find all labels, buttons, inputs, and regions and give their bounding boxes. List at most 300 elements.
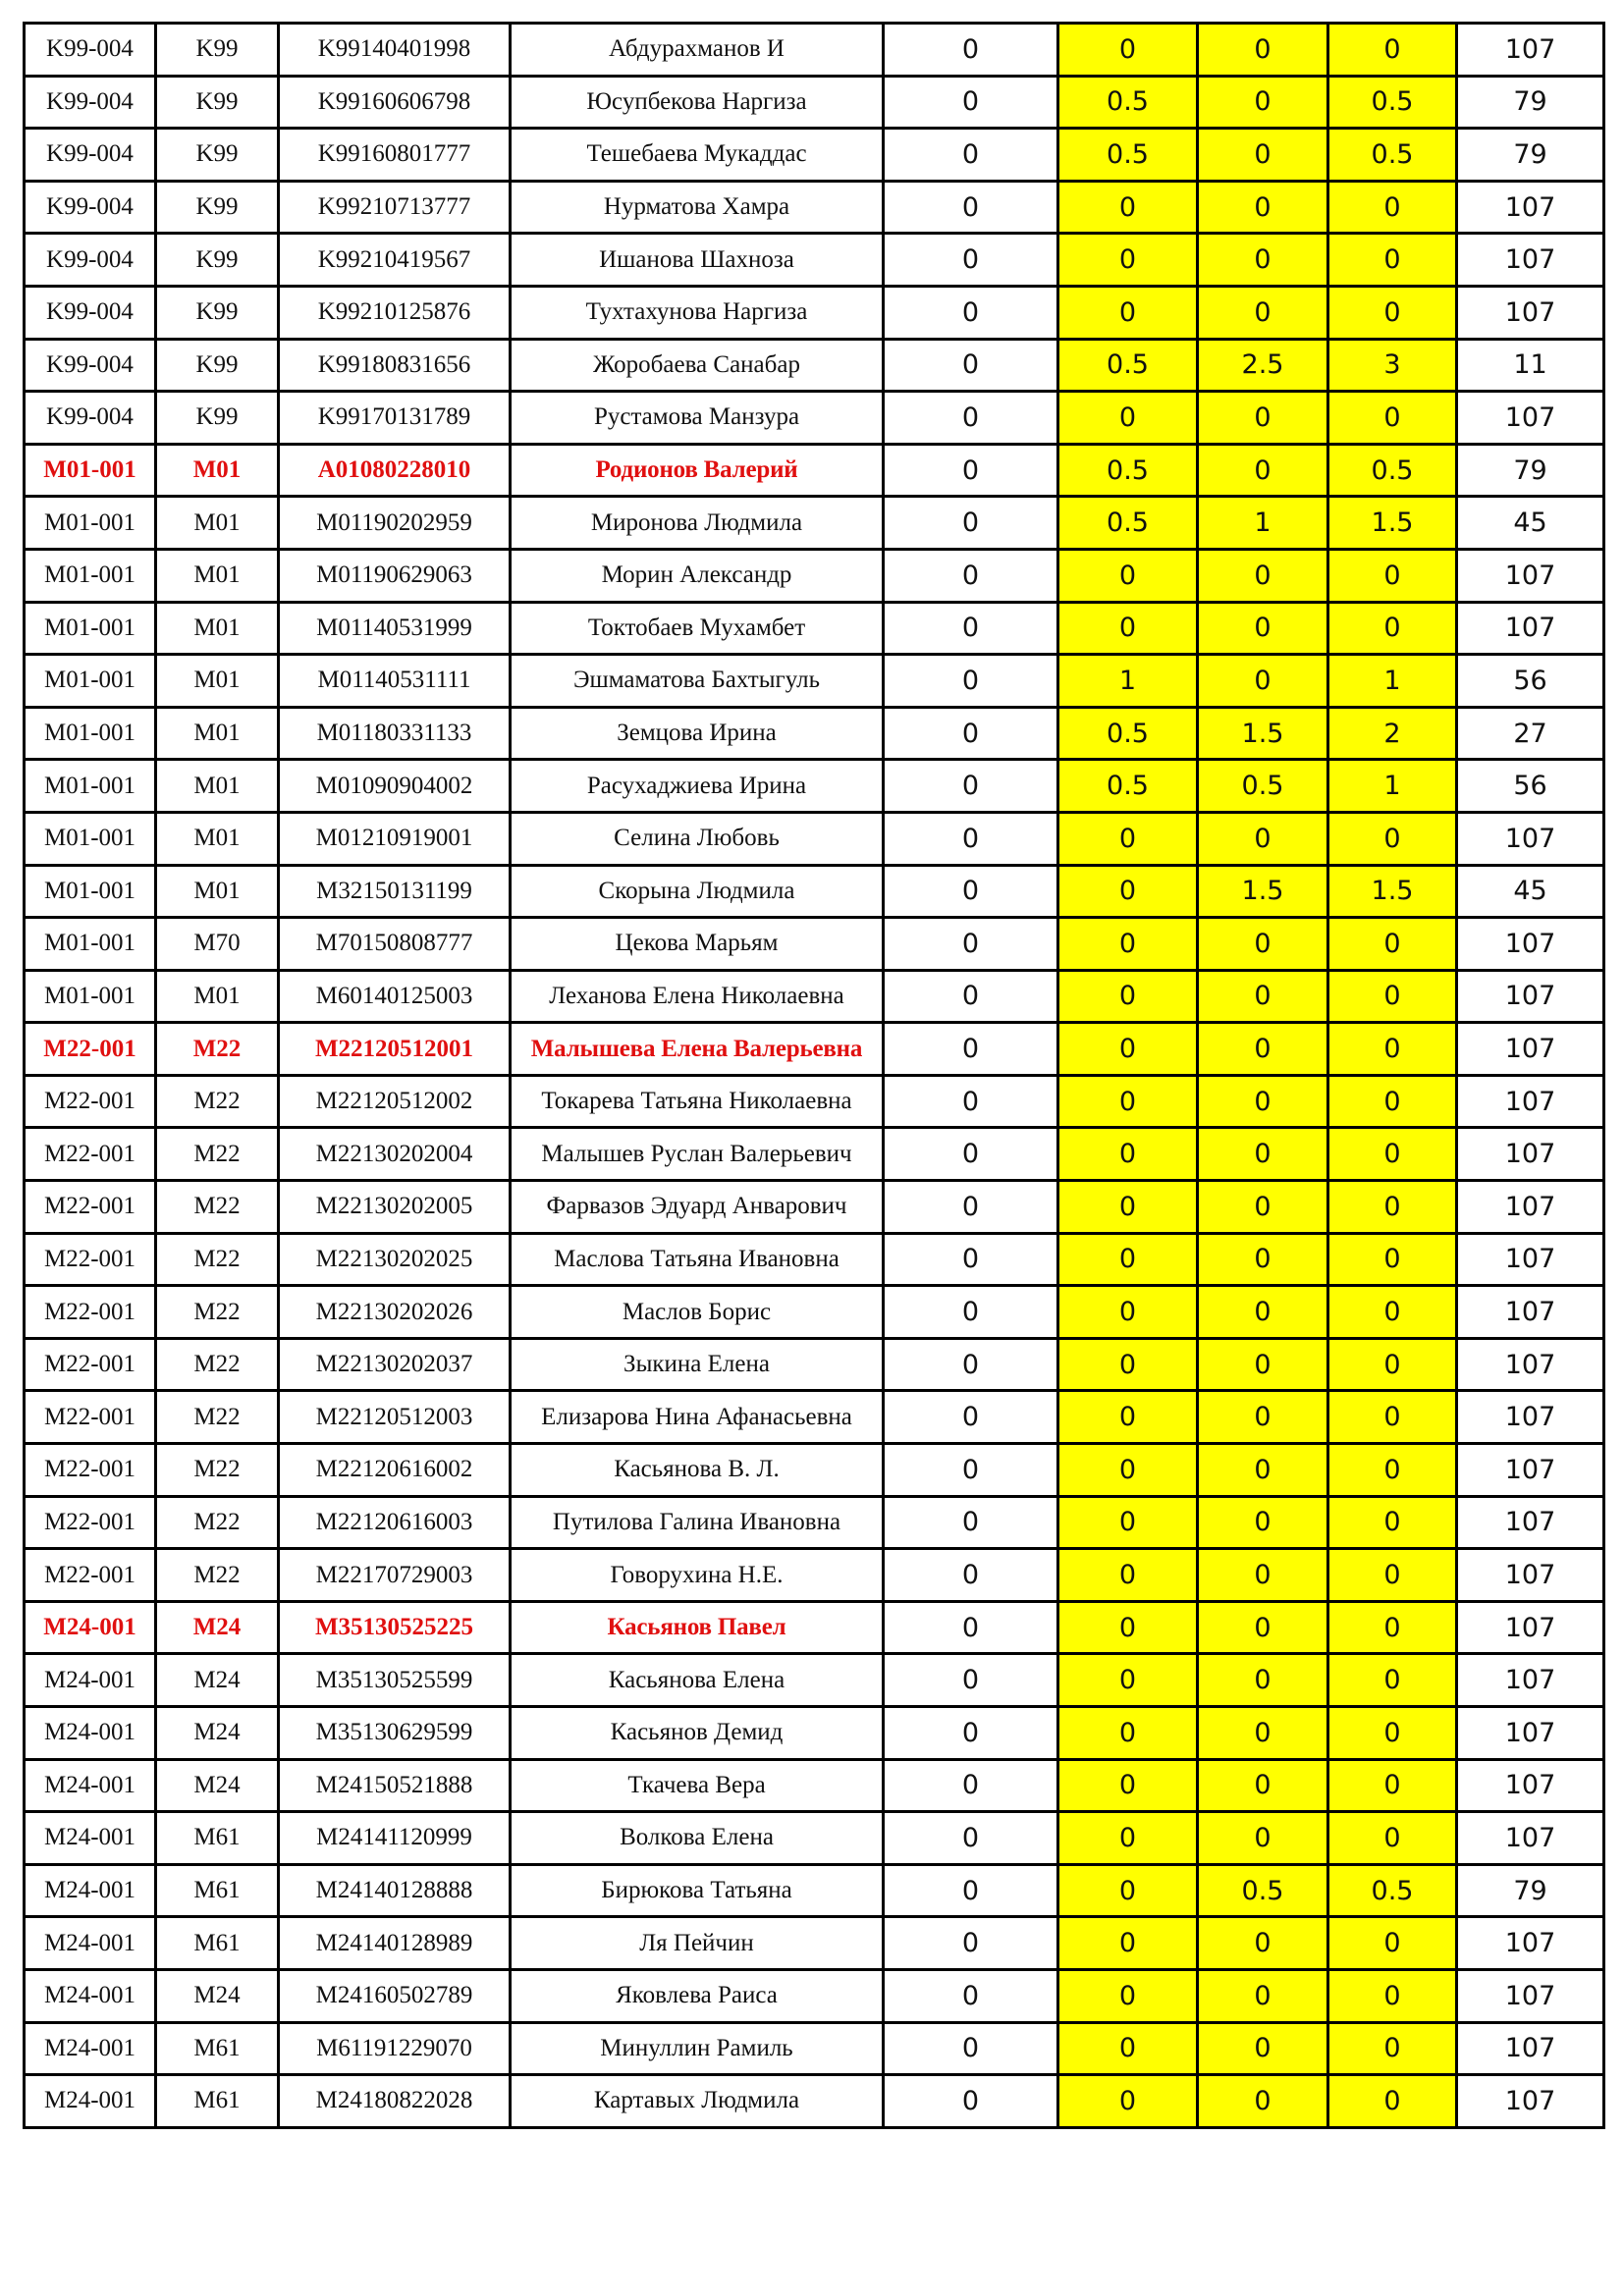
cell-group: M01 xyxy=(156,812,279,865)
cell-id: M24160502789 xyxy=(279,1969,511,2022)
cell-score-total: 0 xyxy=(1328,1075,1457,1128)
cell-code: M22-001 xyxy=(25,1496,156,1549)
cell-rank: 107 xyxy=(1457,970,1604,1023)
cell-rank: 107 xyxy=(1457,234,1604,287)
cell-score-total: 0 xyxy=(1328,1444,1457,1497)
table-row xyxy=(25,497,1604,550)
cell-id: K99180831656 xyxy=(279,339,511,392)
cell-group: M22 xyxy=(156,1286,279,1339)
cell-score-3: 0 xyxy=(1198,1917,1328,1970)
cell-score-3: 0 xyxy=(1198,1391,1328,1444)
cell-group: M22 xyxy=(156,1181,279,1234)
cell-score-3: 0 xyxy=(1198,812,1328,865)
cell-id: K99160801777 xyxy=(279,129,511,182)
cell-group: M22 xyxy=(156,1338,279,1391)
cell-rank: 107 xyxy=(1457,1338,1604,1391)
cell-score-2: 0 xyxy=(1058,1969,1198,2022)
cell-score-2: 0.5 xyxy=(1058,76,1198,129)
cell-id: M01140531999 xyxy=(279,602,511,655)
table-row xyxy=(25,1549,1604,1602)
cell-score-3: 0 xyxy=(1198,655,1328,708)
cell-code: M24-001 xyxy=(25,1917,156,1970)
cell-rank: 107 xyxy=(1457,24,1604,77)
cell-score-3: 0 xyxy=(1198,234,1328,287)
cell-score-3: 1 xyxy=(1198,497,1328,550)
cell-code: M24-001 xyxy=(25,1601,156,1654)
cell-code: K99-004 xyxy=(25,392,156,445)
cell-score-total: 2 xyxy=(1328,707,1457,760)
cell-score-total: 0 xyxy=(1328,181,1457,234)
cell-score-1: 0 xyxy=(884,2075,1058,2128)
cell-id: K99140401998 xyxy=(279,24,511,77)
cell-score-1: 0 xyxy=(884,1233,1058,1286)
table-row xyxy=(25,1496,1604,1549)
cell-score-2: 0.5 xyxy=(1058,707,1198,760)
cell-score-total: 0 xyxy=(1328,1917,1457,1970)
cell-code: M22-001 xyxy=(25,1444,156,1497)
cell-score-2: 0.5 xyxy=(1058,497,1198,550)
cell-id: M24140128989 xyxy=(279,1917,511,1970)
cell-rank: 107 xyxy=(1457,1969,1604,2022)
cell-name: Малышева Елена Валерьевна xyxy=(511,1023,884,1076)
cell-score-3: 0 xyxy=(1198,1969,1328,2022)
cell-score-2: 0.5 xyxy=(1058,129,1198,182)
cell-rank: 79 xyxy=(1457,129,1604,182)
cell-name: Морин Александр xyxy=(511,549,884,602)
cell-name: Маслов Борис xyxy=(511,1286,884,1339)
cell-score-2: 0 xyxy=(1058,1917,1198,1970)
cell-code: M01-001 xyxy=(25,918,156,971)
cell-score-total: 0.5 xyxy=(1328,444,1457,497)
cell-score-2: 0 xyxy=(1058,392,1198,445)
cell-score-total: 0 xyxy=(1328,1812,1457,1865)
cell-code: M22-001 xyxy=(25,1549,156,1602)
cell-name: Токарева Татьяна Николаевна xyxy=(511,1075,884,1128)
cell-score-3: 0 xyxy=(1198,1286,1328,1339)
cell-id: M24150521888 xyxy=(279,1759,511,1812)
cell-score-3: 0 xyxy=(1198,1444,1328,1497)
cell-id: M24180822028 xyxy=(279,2075,511,2128)
cell-rank: 79 xyxy=(1457,444,1604,497)
cell-group: M22 xyxy=(156,1075,279,1128)
cell-score-2: 0 xyxy=(1058,1759,1198,1812)
cell-id: M32150131199 xyxy=(279,865,511,918)
cell-score-2: 0 xyxy=(1058,1023,1198,1076)
cell-score-2: 0 xyxy=(1058,812,1198,865)
cell-group: M01 xyxy=(156,760,279,813)
cell-score-1: 0 xyxy=(884,865,1058,918)
cell-code: K99-004 xyxy=(25,286,156,339)
cell-name: Рустамова Манзура xyxy=(511,392,884,445)
cell-group: M01 xyxy=(156,707,279,760)
cell-score-2: 0 xyxy=(1058,1233,1198,1286)
cell-score-2: 0 xyxy=(1058,2075,1198,2128)
cell-score-total: 0 xyxy=(1328,1023,1457,1076)
cell-group: M01 xyxy=(156,602,279,655)
cell-score-1: 0 xyxy=(884,549,1058,602)
cell-name: Тешебаева Мукаддас xyxy=(511,129,884,182)
cell-name: Касьянова В. Л. xyxy=(511,1444,884,1497)
table-row xyxy=(25,812,1604,865)
cell-name: Елизарова Нина Афанасьевна xyxy=(511,1391,884,1444)
cell-code: M24-001 xyxy=(25,2075,156,2128)
cell-rank: 107 xyxy=(1457,812,1604,865)
cell-score-3: 0 xyxy=(1198,1601,1328,1654)
cell-score-3: 0 xyxy=(1198,24,1328,77)
cell-rank: 107 xyxy=(1457,549,1604,602)
cell-group: K99 xyxy=(156,76,279,129)
cell-score-1: 0 xyxy=(884,339,1058,392)
cell-score-2: 0 xyxy=(1058,1812,1198,1865)
cell-score-1: 0 xyxy=(884,1338,1058,1391)
cell-score-3: 0 xyxy=(1198,1759,1328,1812)
cell-name: Тухтахунова Наргиза xyxy=(511,286,884,339)
cell-score-total: 0.5 xyxy=(1328,129,1457,182)
cell-code: M01-001 xyxy=(25,497,156,550)
cell-score-1: 0 xyxy=(884,1286,1058,1339)
cell-id: M22120512003 xyxy=(279,1391,511,1444)
cell-code: M22-001 xyxy=(25,1128,156,1181)
cell-id: K99170131789 xyxy=(279,392,511,445)
cell-name: Волкова Елена xyxy=(511,1812,884,1865)
cell-group: M22 xyxy=(156,1233,279,1286)
cell-code: K99-004 xyxy=(25,234,156,287)
cell-id: K99160606798 xyxy=(279,76,511,129)
cell-code: M24-001 xyxy=(25,1969,156,2022)
cell-score-total: 0 xyxy=(1328,918,1457,971)
cell-name: Земцова Ирина xyxy=(511,707,884,760)
cell-id: M60140125003 xyxy=(279,970,511,1023)
table-row xyxy=(25,602,1604,655)
table-row xyxy=(25,970,1604,1023)
cell-score-2: 0 xyxy=(1058,2022,1198,2075)
cell-id: M22130202026 xyxy=(279,1286,511,1339)
cell-score-3: 0.5 xyxy=(1198,760,1328,813)
cell-name: Ишанова Шахноза xyxy=(511,234,884,287)
cell-id: M61191229070 xyxy=(279,2022,511,2075)
cell-group: K99 xyxy=(156,392,279,445)
table-row xyxy=(25,1444,1604,1497)
results-table xyxy=(23,22,1605,2129)
cell-code: M01-001 xyxy=(25,865,156,918)
cell-score-1: 0 xyxy=(884,1128,1058,1181)
cell-score-1: 0 xyxy=(884,1181,1058,1234)
cell-id: M24140128888 xyxy=(279,1864,511,1917)
cell-score-total: 1.5 xyxy=(1328,865,1457,918)
cell-score-3: 0 xyxy=(1198,392,1328,445)
cell-score-1: 0 xyxy=(884,1759,1058,1812)
table-row xyxy=(25,339,1604,392)
cell-score-1: 0 xyxy=(884,918,1058,971)
cell-name: Касьянова Елена xyxy=(511,1654,884,1707)
table-row xyxy=(25,1601,1604,1654)
cell-rank: 107 xyxy=(1457,1286,1604,1339)
cell-group: K99 xyxy=(156,181,279,234)
cell-score-3: 0 xyxy=(1198,181,1328,234)
cell-score-total: 0 xyxy=(1328,1707,1457,1760)
cell-name: Касьянов Демид xyxy=(511,1707,884,1760)
table-row xyxy=(25,1654,1604,1707)
table-row xyxy=(25,1707,1604,1760)
cell-group: M22 xyxy=(156,1549,279,1602)
cell-rank: 27 xyxy=(1457,707,1604,760)
cell-score-2: 0 xyxy=(1058,181,1198,234)
cell-rank: 107 xyxy=(1457,1075,1604,1128)
cell-name: Касьянов Павел xyxy=(511,1601,884,1654)
cell-score-2: 0 xyxy=(1058,1549,1198,1602)
cell-code: M01-001 xyxy=(25,970,156,1023)
cell-score-1: 0 xyxy=(884,1654,1058,1707)
cell-name: Ля Пейчин xyxy=(511,1917,884,1970)
cell-id: A01080228010 xyxy=(279,444,511,497)
table-row xyxy=(25,392,1604,445)
cell-id: M22130202004 xyxy=(279,1128,511,1181)
cell-group: M22 xyxy=(156,1496,279,1549)
cell-rank: 107 xyxy=(1457,181,1604,234)
cell-score-1: 0 xyxy=(884,1812,1058,1865)
cell-score-total: 0 xyxy=(1328,1233,1457,1286)
cell-code: M24-001 xyxy=(25,1707,156,1760)
cell-score-2: 0 xyxy=(1058,1338,1198,1391)
cell-score-3: 0 xyxy=(1198,1181,1328,1234)
cell-score-2: 0 xyxy=(1058,1181,1198,1234)
cell-code: K99-004 xyxy=(25,76,156,129)
cell-code: M22-001 xyxy=(25,1286,156,1339)
cell-score-3: 0 xyxy=(1198,1128,1328,1181)
cell-score-3: 0 xyxy=(1198,2075,1328,2128)
table-row xyxy=(25,286,1604,339)
cell-score-3: 0 xyxy=(1198,444,1328,497)
cell-code: M01-001 xyxy=(25,655,156,708)
cell-score-1: 0 xyxy=(884,707,1058,760)
cell-name: Скорына Людмила xyxy=(511,865,884,918)
cell-score-3: 0 xyxy=(1198,76,1328,129)
cell-group: M24 xyxy=(156,1654,279,1707)
cell-score-2: 0 xyxy=(1058,549,1198,602)
cell-score-3: 0 xyxy=(1198,1338,1328,1391)
cell-group: M24 xyxy=(156,1707,279,1760)
cell-name: Леханова Елена Николаевна xyxy=(511,970,884,1023)
cell-group: M70 xyxy=(156,918,279,971)
cell-rank: 107 xyxy=(1457,1023,1604,1076)
cell-code: M24-001 xyxy=(25,2022,156,2075)
cell-group: M01 xyxy=(156,497,279,550)
cell-name: Юсупбекова Наргиза xyxy=(511,76,884,129)
cell-group: M61 xyxy=(156,1864,279,1917)
cell-score-3: 0 xyxy=(1198,1812,1328,1865)
cell-code: M01-001 xyxy=(25,444,156,497)
cell-score-1: 0 xyxy=(884,1023,1058,1076)
cell-rank: 107 xyxy=(1457,1496,1604,1549)
table-row xyxy=(25,76,1604,129)
cell-code: K99-004 xyxy=(25,24,156,77)
table-row xyxy=(25,1812,1604,1865)
cell-rank: 79 xyxy=(1457,76,1604,129)
cell-rank: 45 xyxy=(1457,497,1604,550)
table-row xyxy=(25,181,1604,234)
cell-group: M01 xyxy=(156,444,279,497)
table-row xyxy=(25,549,1604,602)
cell-id: M35130629599 xyxy=(279,1707,511,1760)
cell-score-3: 0.5 xyxy=(1198,1864,1328,1917)
cell-score-3: 0 xyxy=(1198,549,1328,602)
table-row xyxy=(25,1023,1604,1076)
table-row xyxy=(25,918,1604,971)
cell-score-1: 0 xyxy=(884,1917,1058,1970)
cell-score-total: 0 xyxy=(1328,24,1457,77)
cell-score-3: 0 xyxy=(1198,1075,1328,1128)
cell-code: M01-001 xyxy=(25,602,156,655)
cell-name: Родионов Валерий xyxy=(511,444,884,497)
table-row xyxy=(25,1969,1604,2022)
cell-score-3: 0 xyxy=(1198,1549,1328,1602)
cell-code: K99-004 xyxy=(25,339,156,392)
cell-id: M70150808777 xyxy=(279,918,511,971)
table-row xyxy=(25,1286,1604,1339)
cell-score-total: 0 xyxy=(1328,1759,1457,1812)
cell-id: M22120512001 xyxy=(279,1023,511,1076)
cell-name: Цекова Марьям xyxy=(511,918,884,971)
cell-group: M01 xyxy=(156,865,279,918)
cell-code: M01-001 xyxy=(25,707,156,760)
cell-id: M35130525599 xyxy=(279,1654,511,1707)
cell-name: Ткачева Вера xyxy=(511,1759,884,1812)
cell-name: Нурматова Хамра xyxy=(511,181,884,234)
cell-score-total: 0 xyxy=(1328,1391,1457,1444)
cell-score-2: 0 xyxy=(1058,1496,1198,1549)
cell-id: M35130525225 xyxy=(279,1601,511,1654)
table-row xyxy=(25,1075,1604,1128)
cell-score-2: 0 xyxy=(1058,234,1198,287)
cell-name: Бирюкова Татьяна xyxy=(511,1864,884,1917)
cell-rank: 79 xyxy=(1457,1864,1604,1917)
cell-score-2: 0 xyxy=(1058,286,1198,339)
cell-score-2: 0 xyxy=(1058,1444,1198,1497)
cell-score-1: 0 xyxy=(884,1601,1058,1654)
cell-group: M61 xyxy=(156,1812,279,1865)
cell-score-1: 0 xyxy=(884,1075,1058,1128)
cell-score-1: 0 xyxy=(884,444,1058,497)
table-row xyxy=(25,707,1604,760)
cell-rank: 107 xyxy=(1457,1444,1604,1497)
cell-score-1: 0 xyxy=(884,129,1058,182)
cell-score-2: 0 xyxy=(1058,918,1198,971)
cell-score-1: 0 xyxy=(884,812,1058,865)
cell-id: M22120616003 xyxy=(279,1496,511,1549)
cell-score-1: 0 xyxy=(884,760,1058,813)
cell-score-total: 0 xyxy=(1328,234,1457,287)
cell-rank: 107 xyxy=(1457,1707,1604,1760)
cell-rank: 107 xyxy=(1457,392,1604,445)
cell-rank: 107 xyxy=(1457,1549,1604,1602)
cell-score-3: 0 xyxy=(1198,286,1328,339)
cell-score-2: 0 xyxy=(1058,1707,1198,1760)
cell-group: M61 xyxy=(156,1917,279,1970)
cell-name: Фарвазов Эдуард Анварович xyxy=(511,1181,884,1234)
cell-code: M24-001 xyxy=(25,1864,156,1917)
table-row xyxy=(25,1233,1604,1286)
cell-score-1: 0 xyxy=(884,1707,1058,1760)
cell-score-total: 0 xyxy=(1328,1601,1457,1654)
cell-score-total: 1 xyxy=(1328,760,1457,813)
cell-score-1: 0 xyxy=(884,234,1058,287)
table-row xyxy=(25,2022,1604,2075)
table-row xyxy=(25,1128,1604,1181)
cell-score-2: 0 xyxy=(1058,1864,1198,1917)
cell-score-2: 0.5 xyxy=(1058,444,1198,497)
cell-score-2: 0 xyxy=(1058,24,1198,77)
cell-id: M22130202037 xyxy=(279,1338,511,1391)
table-row xyxy=(25,444,1604,497)
cell-name: Маслова Татьяна Ивановна xyxy=(511,1233,884,1286)
cell-code: M22-001 xyxy=(25,1338,156,1391)
cell-group: K99 xyxy=(156,234,279,287)
cell-code: K99-004 xyxy=(25,129,156,182)
cell-score-1: 0 xyxy=(884,1864,1058,1917)
cell-code: M22-001 xyxy=(25,1075,156,1128)
cell-rank: 107 xyxy=(1457,1128,1604,1181)
cell-code: M22-001 xyxy=(25,1181,156,1234)
cell-group: M22 xyxy=(156,1444,279,1497)
cell-score-3: 0 xyxy=(1198,970,1328,1023)
table-body xyxy=(25,24,1604,2128)
cell-id: M22170729003 xyxy=(279,1549,511,1602)
table-row xyxy=(25,24,1604,77)
table-row xyxy=(25,234,1604,287)
cell-score-total: 0 xyxy=(1328,1128,1457,1181)
cell-score-total: 0 xyxy=(1328,812,1457,865)
cell-id: K99210713777 xyxy=(279,181,511,234)
cell-score-total: 0 xyxy=(1328,1654,1457,1707)
cell-rank: 56 xyxy=(1457,760,1604,813)
cell-code: M22-001 xyxy=(25,1023,156,1076)
table-row xyxy=(25,1391,1604,1444)
cell-id: K99210125876 xyxy=(279,286,511,339)
cell-score-total: 0 xyxy=(1328,392,1457,445)
cell-rank: 107 xyxy=(1457,286,1604,339)
cell-rank: 107 xyxy=(1457,1601,1604,1654)
cell-score-1: 0 xyxy=(884,181,1058,234)
cell-rank: 11 xyxy=(1457,339,1604,392)
cell-name: Жоробаева Санабар xyxy=(511,339,884,392)
table-row xyxy=(25,1181,1604,1234)
cell-name: Говорухина Н.Е. xyxy=(511,1549,884,1602)
cell-rank: 45 xyxy=(1457,865,1604,918)
cell-name: Яковлева Раиса xyxy=(511,1969,884,2022)
cell-group: M01 xyxy=(156,970,279,1023)
cell-score-2: 0 xyxy=(1058,1601,1198,1654)
cell-score-1: 0 xyxy=(884,2022,1058,2075)
cell-score-3: 2.5 xyxy=(1198,339,1328,392)
table-row xyxy=(25,1864,1604,1917)
cell-group: M01 xyxy=(156,655,279,708)
cell-score-total: 0 xyxy=(1328,1181,1457,1234)
cell-id: M01190629063 xyxy=(279,549,511,602)
cell-score-2: 0 xyxy=(1058,970,1198,1023)
table-row xyxy=(25,129,1604,182)
cell-score-total: 1 xyxy=(1328,655,1457,708)
cell-score-1: 0 xyxy=(884,24,1058,77)
cell-score-total: 1.5 xyxy=(1328,497,1457,550)
table-row xyxy=(25,655,1604,708)
table-row xyxy=(25,760,1604,813)
cell-id: M22130202025 xyxy=(279,1233,511,1286)
cell-group: M61 xyxy=(156,2075,279,2128)
cell-group: K99 xyxy=(156,286,279,339)
cell-code: M22-001 xyxy=(25,1391,156,1444)
cell-score-1: 0 xyxy=(884,602,1058,655)
cell-name: Зыкина Елена xyxy=(511,1338,884,1391)
